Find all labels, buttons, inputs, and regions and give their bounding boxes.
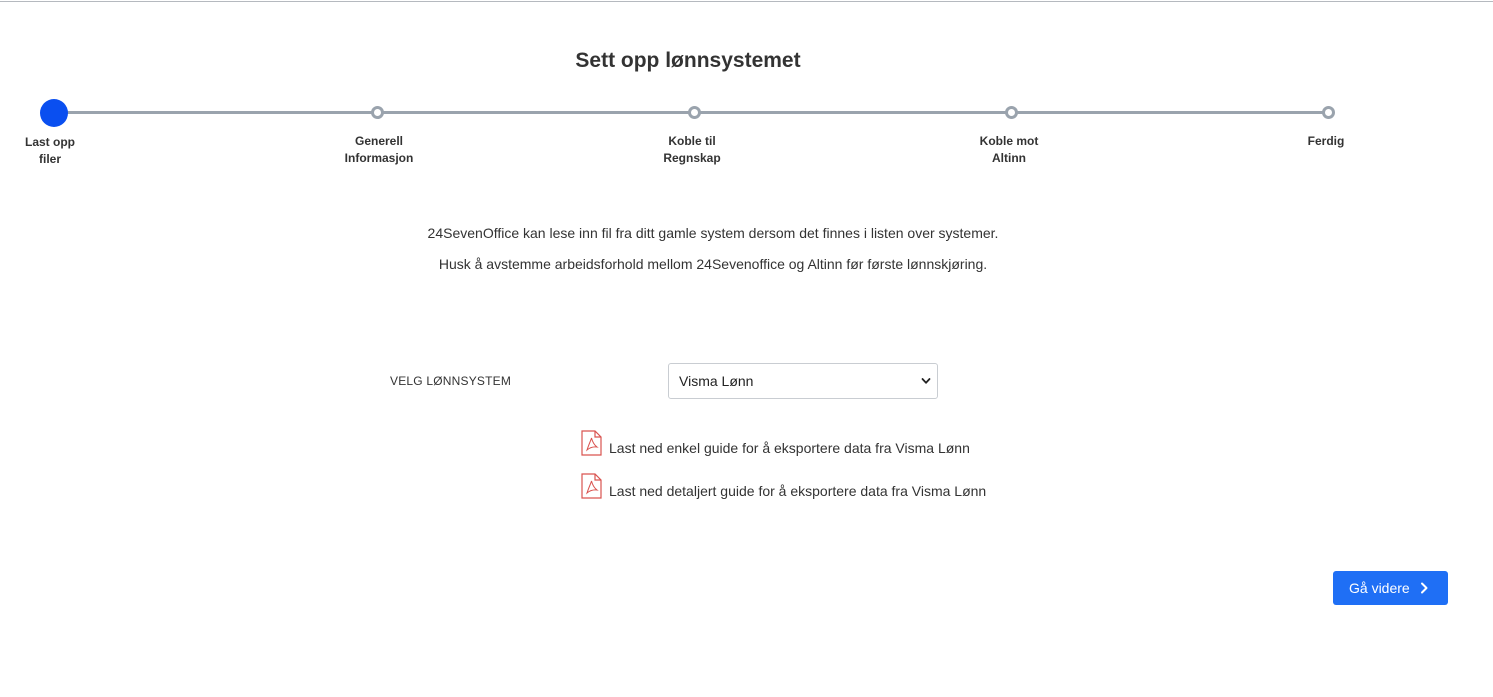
chevron-right-icon — [1419, 581, 1429, 595]
step-3-label-line2: Regnskap — [663, 151, 721, 165]
step-3-label — [632, 133, 752, 167]
step-5-label — [1266, 133, 1386, 150]
payroll-system-select[interactable] — [668, 363, 938, 399]
step-2-dot[interactable] — [371, 106, 384, 119]
payroll-system-value: Visma Lønn — [679, 373, 754, 389]
step-4-label — [949, 133, 1069, 167]
step-1-label-line1: Last opp — [25, 135, 75, 149]
top-divider — [0, 1, 1493, 2]
pdf-icon — [581, 473, 602, 499]
step-1-dot[interactable] — [40, 99, 68, 127]
step-2-label-line2: Informasjon — [344, 151, 414, 165]
chevron-down-icon — [921, 376, 931, 386]
info-text-2: Husk å avstemme arbeidsforhold mellom 24Sevenoffice og Altinn før første lønnskjøring. — [438, 256, 988, 272]
step-5-dot[interactable] — [1322, 106, 1335, 119]
next-button-label: Gå videre — [1349, 580, 1410, 596]
pdf-icon — [581, 430, 602, 456]
step-2-label-line1: Generell — [354, 134, 404, 148]
step-1-label-line2: filer — [38, 152, 61, 166]
payroll-system-label: VELG LØNNSYSTEM — [390, 374, 512, 388]
page-title: Sett opp lønnsystemet — [575, 49, 801, 72]
step-1-label — [0, 134, 110, 168]
simple-guide-text[interactable]: Last ned enkel guide for å eksportere data fra Visma Lønn — [609, 440, 970, 456]
next-button[interactable] — [1333, 571, 1448, 605]
info-text-1: 24SevenOffice kan lese inn fil fra ditt gamle system dersom det finnes i listen over systemer. — [427, 225, 999, 241]
step-5-label-line1: Ferdig — [1307, 134, 1345, 148]
step-3-dot[interactable] — [688, 106, 701, 119]
detailed-guide-text[interactable]: Last ned detaljert guide for å eksportere data fra Visma Lønn — [609, 483, 987, 499]
step-3-label-line1: Koble til — [668, 134, 716, 148]
step-4-dot[interactable] — [1005, 106, 1018, 119]
step-2-label — [319, 133, 439, 167]
step-4-label-line1: Koble mot — [979, 134, 1039, 148]
step-4-label-line2: Altinn — [992, 151, 1026, 165]
